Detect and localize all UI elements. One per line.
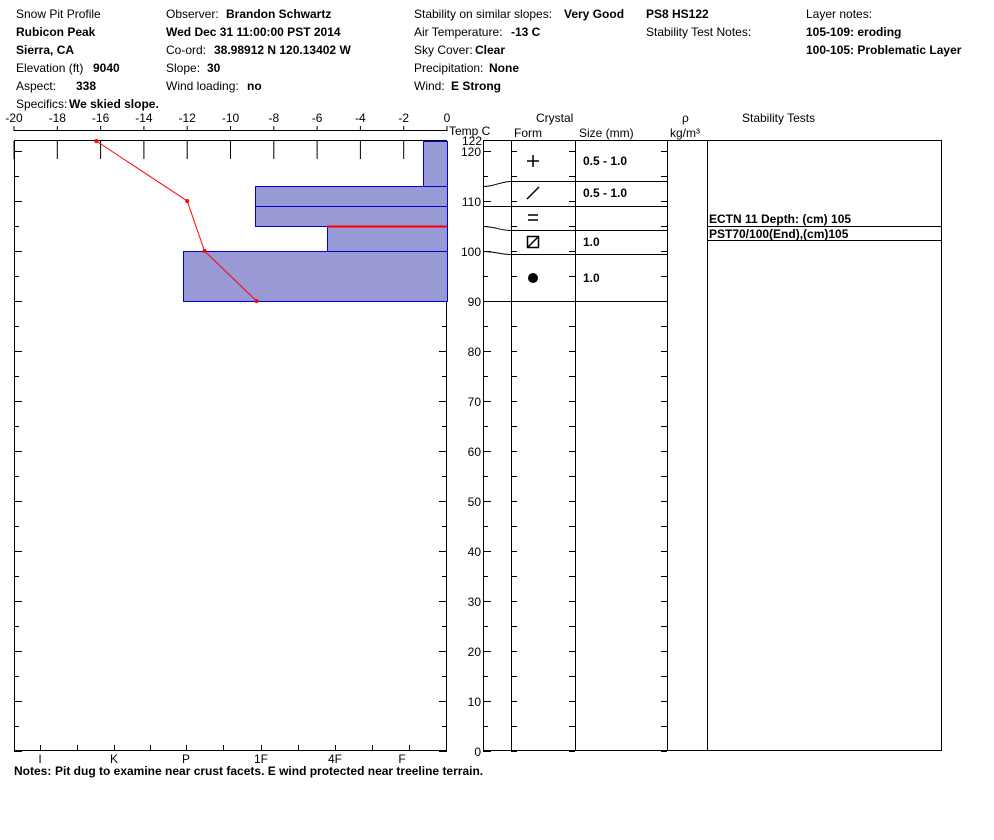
temp-tick-label: -18 <box>48 111 66 125</box>
layer-connector <box>483 227 511 231</box>
wind-loading-label: Wind loading: <box>166 79 239 93</box>
crystal-form-icon <box>528 273 538 283</box>
location-name: Rubicon Peak <box>16 25 96 39</box>
hardness-label: K <box>109 752 119 766</box>
height-tick-label: 30 <box>467 595 481 609</box>
coord-label: Co-ord: <box>166 43 207 57</box>
density-unit: kg/m³ <box>670 126 700 140</box>
hardness-bar <box>256 187 448 207</box>
coord-value: 38.98912 N 120.13402 W <box>214 43 351 57</box>
temp-tick-label: -16 <box>91 111 110 125</box>
crystal-size: 0.5 - 1.0 <box>583 154 628 168</box>
height-tick-label: 120 <box>460 145 481 159</box>
observer-label: Observer: <box>166 7 219 21</box>
profile-title: Snow Pit Profile <box>16 7 101 21</box>
temperature-point <box>94 139 98 143</box>
layer-connector <box>483 182 511 187</box>
stability-test-result: ECTN 11 Depth: (cm) 105 <box>709 212 852 226</box>
notes-label: Notes: <box>14 764 52 778</box>
specifics-value: We skied slope. <box>69 97 159 111</box>
specifics-label: Specifics: <box>16 97 68 111</box>
crystal-size: 0.5 - 1.0 <box>583 186 628 200</box>
hardness-bar <box>328 227 448 252</box>
height-tick-label: 80 <box>467 345 481 359</box>
hardness-bar <box>184 252 448 302</box>
height-tick-label: 110 <box>461 195 481 209</box>
size-header: Size (mm) <box>579 126 634 140</box>
temp-tick-label: -6 <box>311 111 323 125</box>
height-tick-label: 90 <box>467 295 481 309</box>
stability-label: Stability on similar slopes: <box>414 7 553 21</box>
temp-tick-label: -10 <box>221 111 240 125</box>
aspect-label: Aspect: <box>16 79 57 93</box>
sky-cover-value: Clear <box>475 43 506 57</box>
air-temp-label: Air Temperature: <box>414 25 503 39</box>
layer-notes-label: Layer notes: <box>806 7 873 21</box>
elevation-label: Elevation (ft) <box>16 61 84 75</box>
observer-value: Brandon Schwartz <box>226 7 332 21</box>
crystal-size: 1.0 <box>583 271 600 285</box>
air-temp-value: -13 C <box>511 25 541 39</box>
height-tick-label: 20 <box>467 645 481 659</box>
temp-axis-label: Temp C <box>449 124 491 138</box>
aspect-value: 338 <box>76 79 97 93</box>
height-tick-label: 40 <box>467 545 481 559</box>
form-header: Form <box>514 126 542 140</box>
crystal-form-icon <box>527 187 539 199</box>
chart-marks <box>5 111 941 766</box>
hardness-label: I <box>38 752 42 766</box>
temp-tick-label: -12 <box>178 111 196 125</box>
crystal-header: Crystal <box>536 111 574 125</box>
height-tick-label: 60 <box>467 445 481 459</box>
precipitation-label: Precipitation: <box>414 61 484 75</box>
stability-test-result: PST70/100(End),(cm)105 <box>709 227 849 241</box>
layer-note: 105-109: eroding <box>806 25 902 39</box>
hardness-label: 4F <box>327 752 343 766</box>
height-tick-label: 50 <box>467 495 481 509</box>
temp-tick-label: 0 <box>443 111 451 125</box>
stability-tests-header: Stability Tests <box>742 111 816 125</box>
temperature-point <box>203 249 207 253</box>
hardness-label: 1F <box>253 752 269 766</box>
stability-value: Very Good <box>564 7 625 21</box>
density-symbol: ρ <box>682 111 689 125</box>
height-tick-label: 0 <box>474 745 481 759</box>
wind-loading-value: no <box>247 79 262 93</box>
height-tick-label: 100 <box>460 245 481 259</box>
hardness-label: P <box>181 752 191 766</box>
temp-tick-label: -20 <box>5 111 23 125</box>
height-tick-label: 10 <box>467 695 481 709</box>
region-name: Sierra, CA <box>16 43 75 57</box>
temp-tick-label: -14 <box>135 111 153 125</box>
hardness-label: F <box>398 752 406 766</box>
temp-tick-label: -4 <box>355 111 366 125</box>
notes-text: Pit dug to examine near crust facets. E wind protected near treeline terrain. <box>55 764 484 778</box>
slope-value: 30 <box>207 61 221 75</box>
sky-cover-label: Sky Cover: <box>414 43 473 57</box>
wind-label: Wind: <box>414 79 445 93</box>
hardness-bar <box>256 207 448 227</box>
temp-tick-label: -2 <box>398 111 410 125</box>
stability-test-notes-label: Stability Test Notes: <box>646 25 752 39</box>
observation-datetime: Wed Dec 31 11:00:00 PST 2014 <box>166 25 341 39</box>
height-top-label: 122 <box>462 134 483 148</box>
layer-connector <box>483 252 511 255</box>
precipitation-value: None <box>489 61 519 75</box>
temp-tick-label: -8 <box>268 111 280 125</box>
temperature-point <box>185 199 189 203</box>
crystal-form-icon <box>528 237 538 247</box>
elevation-value: 9040 <box>93 61 120 75</box>
layer-note: 100-105: Problematic Layer <box>806 43 962 57</box>
crystal-size: 1.0 <box>583 235 600 249</box>
height-tick-label: 70 <box>467 395 481 409</box>
temperature-point <box>254 299 258 303</box>
ps-hs-value: PS8 HS122 <box>646 7 709 21</box>
hardness-bar <box>424 142 448 187</box>
slope-label: Slope: <box>166 61 201 75</box>
wind-value: E Strong <box>451 79 501 93</box>
